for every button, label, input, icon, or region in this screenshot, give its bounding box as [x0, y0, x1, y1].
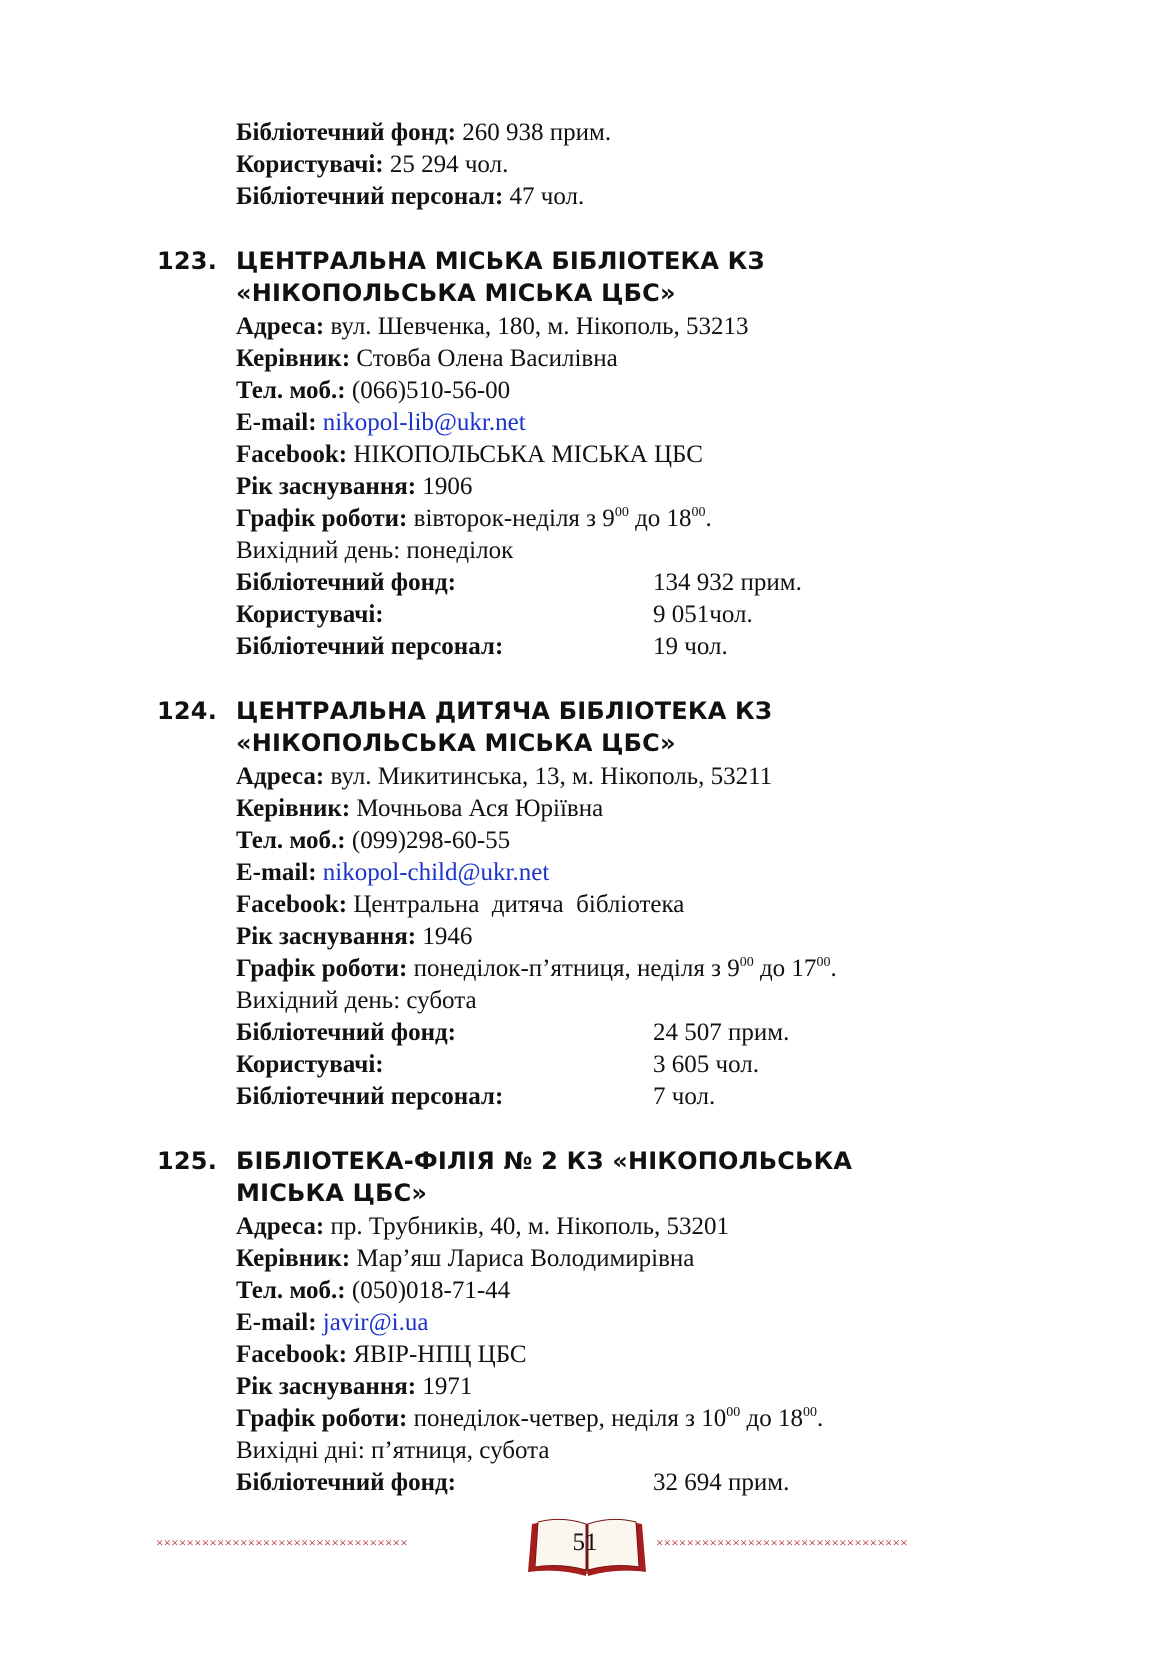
head-value: Стовба Олена Василівна — [350, 345, 618, 372]
entry-title-line2: МІСЬКА ЦБС» — [236, 1179, 428, 1207]
address-label: Адреса: — [236, 313, 325, 340]
fund-value: 134 932 прим. — [653, 569, 802, 596]
head-label: Керівник: — [236, 795, 351, 822]
head-line — [236, 794, 603, 824]
phone-value: (050)018-71-44 — [345, 1277, 511, 1304]
dayoff-line: Вихідний день: субота — [236, 987, 477, 1014]
email-label: E-mail: — [236, 409, 317, 436]
email-link[interactable]: nikopol-child@ukr.net — [322, 859, 550, 886]
head-label: Керівник: — [236, 345, 351, 372]
head-value: Мочньова Ася Юріївна — [350, 795, 604, 822]
phone-line — [236, 1276, 510, 1306]
page-number: 51 — [572, 1529, 598, 1556]
schedule-label: Графік роботи: — [236, 505, 408, 532]
schedule-to-minutes: 00 — [803, 1405, 818, 1420]
fund-value: 260 938 прим. — [455, 119, 612, 146]
schedule-text: понеділок-п’ятниця, неділя з 9 — [407, 955, 740, 982]
phone-line — [236, 826, 510, 856]
facebook-line — [236, 440, 703, 470]
phone-line — [236, 376, 510, 406]
schedule-line — [236, 1404, 823, 1434]
fund-label: Бібліотечний фонд: — [236, 119, 456, 146]
email-line — [236, 408, 526, 438]
email-link[interactable]: nikopol-lib@ukr.net — [322, 409, 526, 436]
head-line — [236, 1244, 694, 1274]
year-label: Рік заснування: — [236, 1373, 417, 1400]
address-label: Адреса: — [236, 1213, 325, 1240]
schedule-label: Графік роботи: — [236, 955, 408, 982]
fund-label: Бібліотечний фонд: — [236, 1019, 456, 1046]
entry-number: 125. — [157, 1147, 218, 1175]
intro-fund-line — [236, 118, 611, 148]
entry-title-line1: БІБЛІОТЕКА-ФІЛІЯ № 2 КЗ «НІКОПОЛЬСЬКА — [236, 1147, 853, 1175]
schedule-to-minutes: 00 — [816, 955, 831, 970]
facebook-value: Центральна дитяча бібліотека — [347, 891, 685, 918]
phone-label: Тел. моб.: — [236, 827, 346, 854]
year-line — [236, 472, 472, 502]
staff-label: Бібліотечний персонал: — [236, 183, 504, 210]
staff-value: 47 чол. — [503, 183, 585, 210]
staff-value: 7 чол. — [653, 1083, 716, 1110]
head-line — [236, 344, 618, 374]
year-label: Рік заснування: — [236, 923, 417, 950]
phone-label: Тел. моб.: — [236, 377, 346, 404]
schedule-from-minutes: 00 — [726, 1405, 741, 1420]
year-label: Рік заснування: — [236, 473, 417, 500]
facebook-label: Facebook: — [236, 1341, 348, 1368]
staff-label: Бібліотечний персонал: — [236, 1083, 504, 1110]
head-label: Керівник: — [236, 1245, 351, 1272]
address-line — [236, 762, 772, 792]
dayoff-line: Вихідний день: понеділок — [236, 537, 514, 564]
facebook-line — [236, 890, 684, 920]
intro-users-line — [236, 150, 508, 180]
fund-label: Бібліотечний фонд: — [236, 569, 456, 596]
email-link[interactable]: javir@i.ua — [322, 1309, 429, 1336]
year-line — [236, 922, 472, 952]
address-line — [236, 1212, 729, 1242]
year-value: 1946 — [416, 923, 473, 950]
head-value: Мар’яш Лариса Володимирівна — [350, 1245, 695, 1272]
schedule-mid: до 17 — [753, 955, 817, 982]
entry-number: 123. — [157, 247, 218, 275]
schedule-end: . — [705, 505, 712, 532]
address-line — [236, 312, 749, 342]
users-value: 3 605 чол. — [653, 1051, 759, 1078]
users-value: 25 294 чол. — [383, 151, 509, 178]
schedule-to-minutes: 00 — [691, 505, 706, 520]
schedule-text: вівторок-неділя з 9 — [407, 505, 615, 532]
email-line — [236, 1308, 428, 1338]
schedule-label: Графік роботи: — [236, 1405, 408, 1432]
schedule-line — [236, 954, 837, 984]
facebook-label: Facebook: — [236, 441, 348, 468]
footer-border-left: ××××××××××××××××××××××××××××××××× — [156, 1536, 408, 1550]
address-value: вул. Шевченка, 180, м. Нікополь, 53213 — [324, 313, 749, 340]
entry-title-line2: «НІКОПОЛЬСЬКА МІСЬКА ЦБС» — [236, 729, 676, 757]
year-value: 1906 — [416, 473, 473, 500]
year-value: 1971 — [416, 1373, 473, 1400]
phone-label: Тел. моб.: — [236, 1277, 346, 1304]
schedule-end: . — [830, 955, 837, 982]
users-label: Користувачі: — [236, 151, 384, 178]
users-label: Користувачі: — [236, 601, 384, 628]
entry-title-line1: ЦЕНТРАЛЬНА МІСЬКА БІБЛІОТЕКА КЗ — [236, 247, 765, 275]
address-value: пр. Трубників, 40, м. Нікополь, 53201 — [324, 1213, 730, 1240]
dayoff-line: Вихідні дні: п’ятниця, субота — [236, 1437, 550, 1464]
email-label: E-mail: — [236, 859, 317, 886]
facebook-line — [236, 1340, 527, 1370]
staff-value: 19 чол. — [653, 633, 728, 660]
address-label: Адреса: — [236, 763, 325, 790]
year-line — [236, 1372, 472, 1402]
fund-value: 24 507 прим. — [653, 1019, 790, 1046]
phone-value: (066)510-56-00 — [345, 377, 511, 404]
facebook-value: НІКОПОЛЬСЬКА МІСЬКА ЦБС — [347, 441, 703, 468]
schedule-from-minutes: 00 — [739, 955, 754, 970]
footer-border-right: ××××××××××××××××××××××××××××××××× — [656, 1536, 908, 1550]
schedule-mid: до 18 — [740, 1405, 804, 1432]
users-value: 9 051чол. — [653, 601, 753, 628]
entry-title-line2: «НІКОПОЛЬСЬКА МІСЬКА ЦБС» — [236, 279, 676, 307]
facebook-value: ЯВІР-НПЦ ЦБС — [347, 1341, 527, 1368]
schedule-from-minutes: 00 — [614, 505, 629, 520]
facebook-label: Facebook: — [236, 891, 348, 918]
schedule-mid: до 18 — [628, 505, 692, 532]
intro-staff-line — [236, 182, 584, 212]
schedule-end: . — [817, 1405, 824, 1432]
phone-value: (099)298-60-55 — [345, 827, 511, 854]
fund-value: 32 694 прим. — [653, 1469, 790, 1496]
users-label: Користувачі: — [236, 1051, 384, 1078]
email-label: E-mail: — [236, 1309, 317, 1336]
schedule-line — [236, 504, 712, 534]
email-line — [236, 858, 549, 888]
fund-label: Бібліотечний фонд: — [236, 1469, 456, 1496]
schedule-text: понеділок-четвер, неділя з 10 — [407, 1405, 727, 1432]
staff-label: Бібліотечний персонал: — [236, 633, 504, 660]
address-value: вул. Микитинська, 13, м. Нікополь, 53211 — [324, 763, 773, 790]
entry-number: 124. — [157, 697, 218, 725]
entry-title-line1: ЦЕНТРАЛЬНА ДИТЯЧА БІБЛІОТЕКА КЗ — [236, 697, 773, 725]
